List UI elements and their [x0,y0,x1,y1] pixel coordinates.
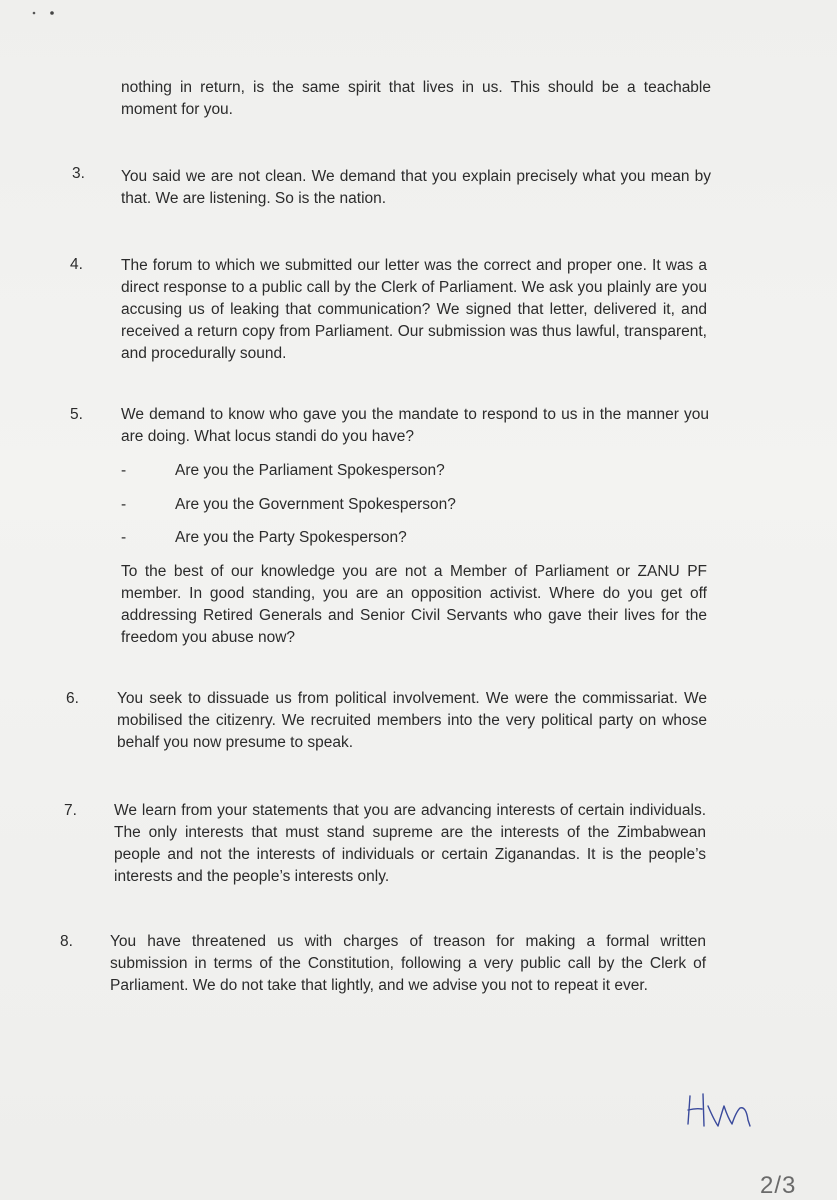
item-number: 5. [70,406,83,423]
bullet-marker: - [121,462,127,479]
handwritten-signature [684,1088,764,1133]
item-followup-paragraph: To the best of our knowledge you are not a Member of Parliament or ZANU PF member. In good standing, you are an opposition activist. Where do you get off addressing Retired Generals and Senior Civil Servants who gave their lives for the freedom you abuse now? [121,563,707,646]
bullet-marker: - [121,529,127,546]
item-paragraph: The forum to which we submitted our letter was the correct and proper one. It was a direct response to a public call by the Clerk of Parliament. We ask you plainly are you accusing us of leaking that communication? We signed that letter, delivered it, and received a return copy from Parliament. Our submission was thus lawful, transparent, and procedurally sound. [121,257,707,362]
item-paragraph: You have threatened us with charges of treason for making a formal written submission in terms of the Constitution, following a very public call by the Clerk of Parliament. We do not take that lightly, and we advise you not to repeat it ever. [110,933,706,994]
item-number: 3. [72,165,85,182]
item-number: 8. [60,933,73,950]
intro-paragraph: nothing in return, is the same spirit that lives in us. This should be a teachable moment for you. [121,79,711,118]
bullet-marker: - [121,496,127,513]
item-paragraph: You said we are not clean. We demand that you explain precisely what you mean by that. We are listening. So is the nation. [121,168,711,207]
bullet-text: Are you the Government Spokesperson? [175,496,456,513]
bullet-text: Are you the Party Spokesperson? [175,529,407,546]
item-paragraph: We learn from your statements that you are advancing interests of certain individuals. The only interests that must stand supreme are the interests of the Zimbabwean people and not the interests of individuals or certain Ziganandas. It is the people’s interests and the people’s interests only. [114,802,706,885]
item-paragraph: You seek to dissuade us from political involvement. We were the commissariat. We mobilised the citizenry. We recruited members into the very political party on whose behalf you now presume to speak. [117,690,707,751]
item-number: 7. [64,802,77,819]
item-number: 4. [70,256,83,273]
bullet-text: Are you the Parliament Spokesperson? [175,462,445,479]
item-paragraph: We demand to know who gave you the mandate to respond to us in the manner you are doing. What locus standi do you have? [121,406,709,445]
item-number: 6. [66,690,79,707]
scan-specks [0,0,837,40]
page-number: 2/3 [760,1172,797,1199]
